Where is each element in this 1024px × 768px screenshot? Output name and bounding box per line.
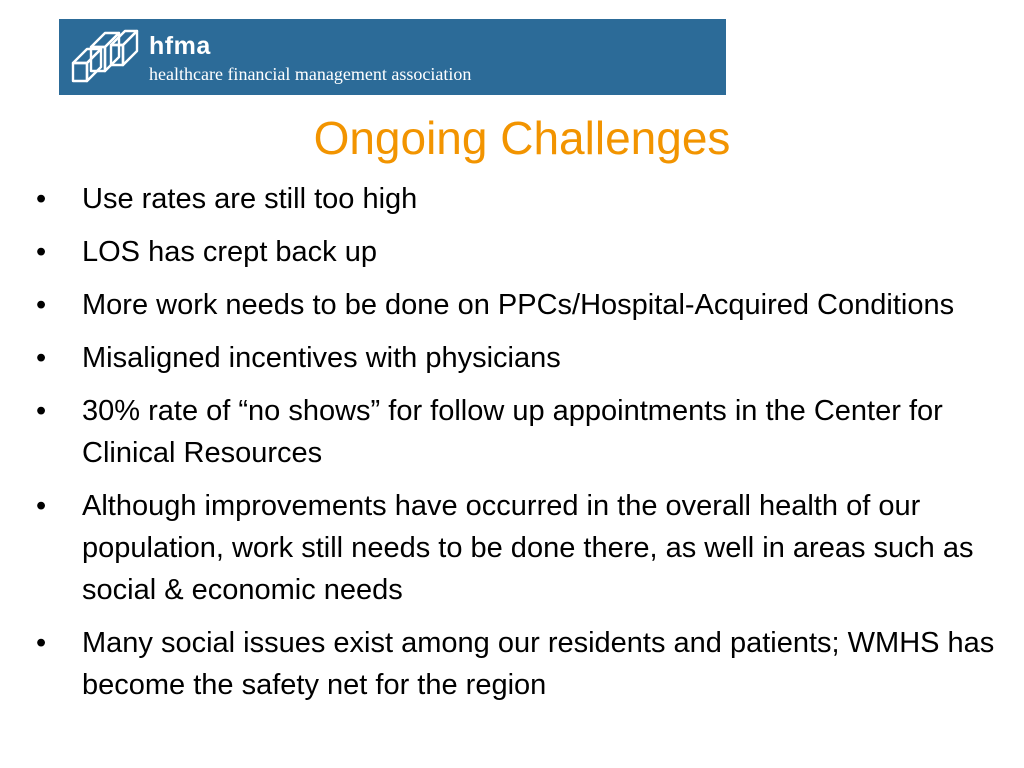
bullet-list: [36, 178, 996, 717]
bullet-text: More work needs to be done on PPCs/Hospital-Acquired Conditions: [82, 289, 955, 321]
hfma-banner: [59, 19, 726, 95]
bullet-glyph: •: [36, 236, 47, 268]
bullet-glyph: •: [36, 627, 47, 659]
bullet-item: [36, 284, 996, 326]
bullet-text: Misaligned incentives with physicians: [82, 342, 561, 374]
bullet-text: Use rates are still too high: [82, 183, 418, 215]
bullet-glyph: •: [36, 490, 47, 522]
bullet-text: Many social issues exist among our residents and patients; WMHS has become the safety net for the region: [82, 627, 995, 701]
bullet-glyph: •: [36, 395, 47, 427]
bullet-text: Although improvements have occurred in the overall health of our population, work still needs to be done there, as well in areas such as social & economic needs: [82, 490, 974, 606]
bullet-item: [36, 390, 996, 474]
bullet-item: [36, 337, 996, 379]
bullet-item: [36, 231, 996, 273]
bullet-glyph: •: [36, 183, 47, 215]
bullet-text: 30% rate of “no shows” for follow up appointments in the Center for Clinical Resources: [82, 395, 943, 469]
bullet-item: [36, 622, 996, 706]
slide-title: Ongoing Challenges: [313, 112, 731, 164]
bullet-item: [36, 178, 996, 220]
bullet-text: LOS has crept back up: [82, 236, 377, 268]
bullet-glyph: •: [36, 289, 47, 321]
brand-name: hfma: [149, 32, 211, 60]
bullet-item: [36, 485, 996, 611]
brand-tagline: healthcare financial management association: [149, 64, 472, 84]
bullet-glyph: •: [36, 342, 47, 374]
cube-outline-logo-icon: [67, 25, 143, 89]
